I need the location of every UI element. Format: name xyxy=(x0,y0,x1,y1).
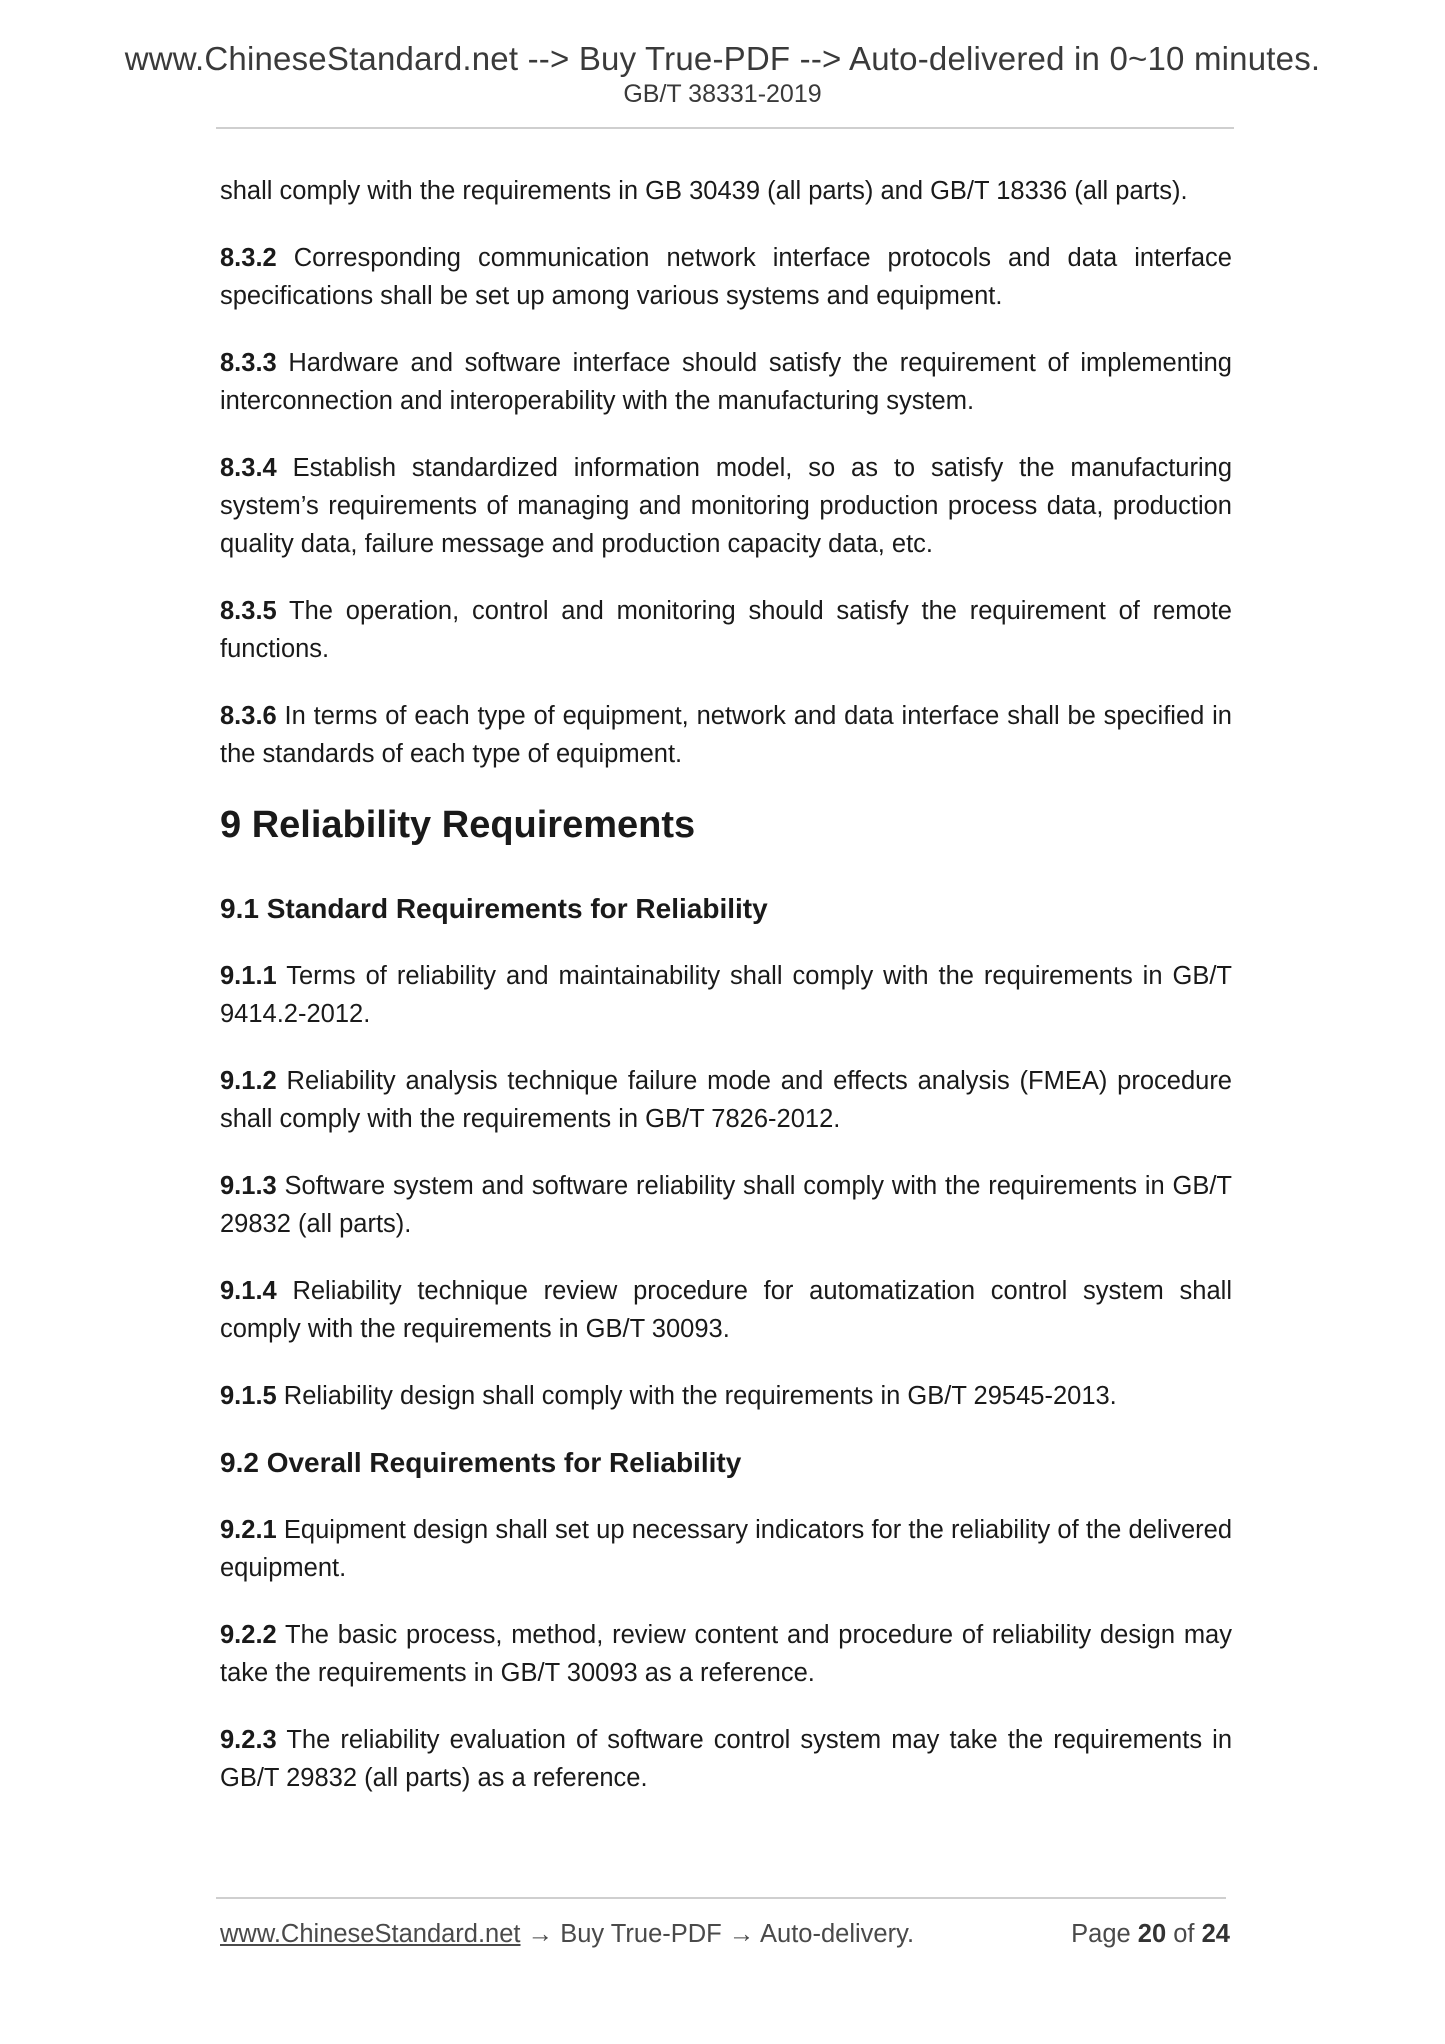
clause-number: 9.2.3 xyxy=(220,1726,277,1754)
clause-number: 8.3.4 xyxy=(220,454,277,482)
clause-number: 8.3.3 xyxy=(220,349,277,377)
paragraph-continuation: shall comply with the requirements in GB 30439 (all parts) and GB/T 18336 (all parts). xyxy=(220,177,1188,205)
clause-number: 9.1.1 xyxy=(220,962,277,990)
clause-8-3-5: 8.3.5 The operation, control and monitoring should satisfy the requirement of remote functions. xyxy=(220,597,1232,663)
clause-9-1-1: 9.1.1 Terms of reliability and maintainability shall comply with the requirements in GB/T 9414.2-2012. xyxy=(220,962,1232,1028)
clause-number: 9.2.2 xyxy=(220,1621,277,1649)
footer-site-link[interactable]: www.ChineseStandard.net xyxy=(220,1920,521,1948)
clause-number: 8.3.5 xyxy=(220,597,277,625)
site-banner: www.ChineseStandard.net --> Buy True-PDF --> Auto-delivered in 0~10 minutes. xyxy=(124,40,1321,77)
clause-9-1-3: 9.1.3 Software system and software reliability shall comply with the requirements in GB/T 29832 (all parts). xyxy=(220,1172,1232,1238)
clause-8-3-2: 8.3.2 Corresponding communication network interface protocols and data interface specifications shall be set up among various systems and equipment. xyxy=(220,244,1232,310)
clause-9-2-1: 9.2.1 Equipment design shall set up necessary indicators for the reliability of the delivered equipment. xyxy=(220,1516,1232,1582)
page-footer xyxy=(220,1920,1230,1949)
clause-number: 8.3.6 xyxy=(220,702,277,730)
clause-8-3-4: 8.3.4 Establish standardized information model, so as to satisfy the manufacturing system’s requirements of managing and monitoring production process data, production quality data, failure message and production capacity data, etc. xyxy=(220,454,1232,558)
clause-8-3-6: 8.3.6 In terms of each type of equipment, network and data interface shall be specified in the standards of each type of equipment. xyxy=(220,702,1232,768)
clause-9-1-4: 9.1.4 Reliability technique review procedure for automatization control system shall comply with the requirements in GB/T 30093. xyxy=(220,1277,1232,1343)
footer-delivery-text: Auto-delivery. xyxy=(760,1920,915,1948)
document-body xyxy=(220,172,1232,1826)
clause-8-3-3: 8.3.3 Hardware and software interface should satisfy the requirement of implementing interconnection and interoperability with the manufacturing system. xyxy=(220,349,1232,415)
clause-9-2-2: 9.2.2 The basic process, method, review content and procedure of reliability design may take the requirements in GB/T 30093 as a reference. xyxy=(220,1621,1232,1687)
clause-9-1-2: 9.1.2 Reliability analysis technique failure mode and effects analysis (FMEA) procedure shall comply with the requirements in GB/T 7826-2012. xyxy=(220,1067,1232,1133)
section-title-9-1: 9.1 Standard Requirements for Reliability xyxy=(220,893,768,924)
arrow-icon: → xyxy=(527,1920,554,1948)
clause-9-1-5: 9.1.5 Reliability design shall comply with the requirements in GB/T 29545-2013. xyxy=(220,1382,1117,1410)
clause-number: 9.1.5 xyxy=(220,1382,277,1410)
page-total: 24 xyxy=(1201,1920,1230,1948)
clause-number: 9.2.1 xyxy=(220,1516,277,1544)
footer-buy-text: Buy True-PDF xyxy=(560,1920,722,1948)
clause-number: 9.1.2 xyxy=(220,1067,277,1095)
clause-number: 8.3.2 xyxy=(220,244,277,272)
page-current: 20 xyxy=(1137,1920,1167,1948)
clause-number: 9.1.3 xyxy=(220,1172,277,1200)
standard-number: GB/T 38331-2019 xyxy=(623,80,822,108)
clause-9-2-3: 9.2.3 The reliability evaluation of software control system may take the requirements in GB/T 29832 (all parts) as a reference. xyxy=(220,1726,1232,1792)
header-divider xyxy=(216,127,1234,129)
chapter-title: 9 Reliability Requirements xyxy=(220,804,696,846)
footer-divider xyxy=(216,1897,1226,1899)
page-number: Page 20 of 24 xyxy=(1071,1920,1230,1948)
arrow-icon: → xyxy=(728,1920,755,1948)
clause-number: 9.1.4 xyxy=(220,1277,277,1305)
section-title-9-2: 9.2 Overall Requirements for Reliability xyxy=(220,1447,742,1478)
